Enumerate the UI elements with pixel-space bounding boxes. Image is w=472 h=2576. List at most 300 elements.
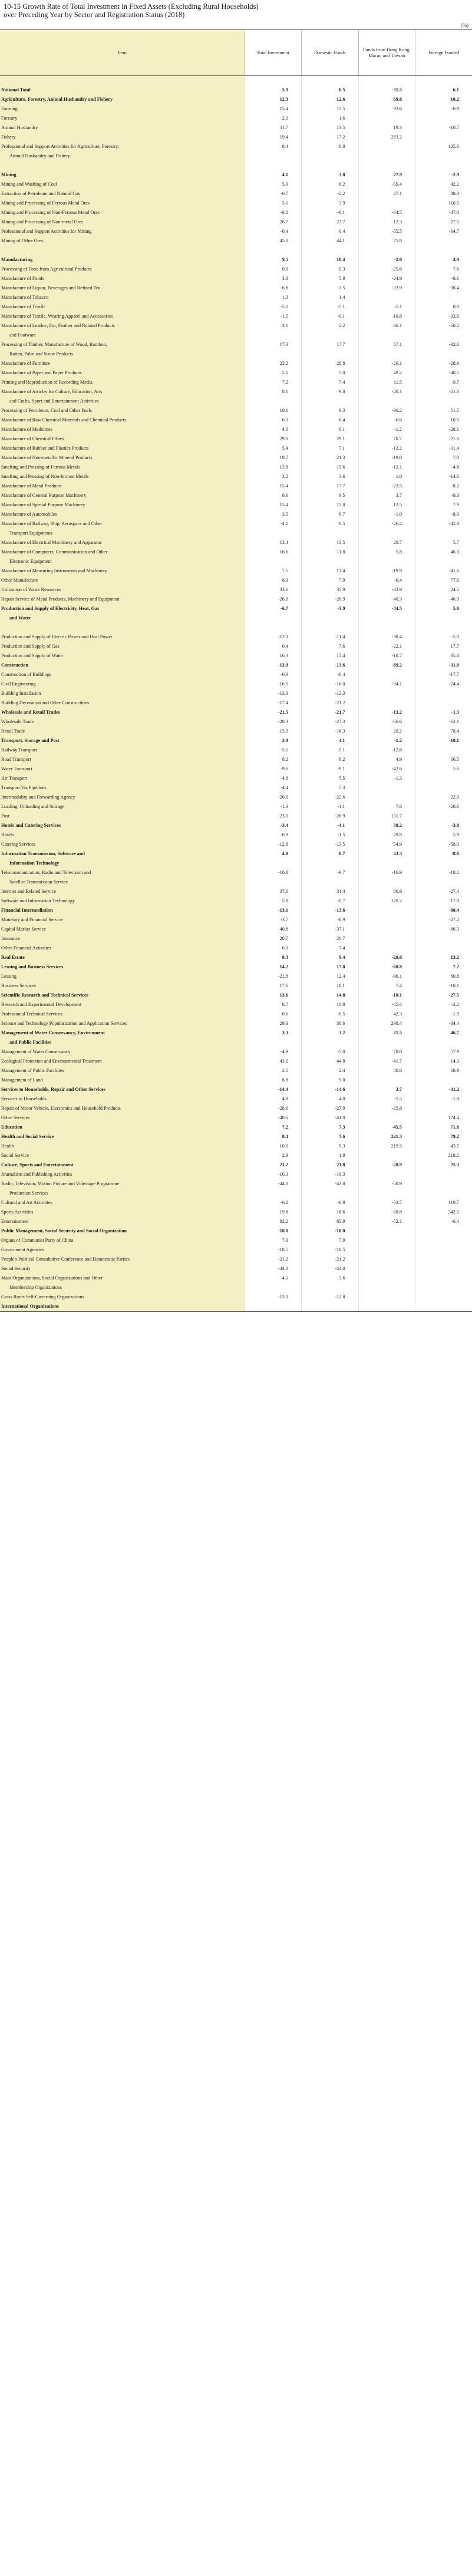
- cell-domestic-funds: [302, 161, 359, 170]
- cell-foreign-funded: 57.9: [415, 1047, 472, 1057]
- cell-total-investment: -13.0: [245, 1292, 302, 1302]
- cell-foreign-funded: [415, 114, 472, 123]
- row-label: Membership Organizations: [0, 1283, 245, 1292]
- cell-total-investment: 29.3: [245, 1019, 302, 1028]
- cell-domestic-funds: 18.6: [302, 1208, 359, 1217]
- cell-foreign-funded: 7.2: [415, 962, 472, 972]
- cell-foreign-funded: -38.4: [415, 283, 472, 293]
- cell-domestic-funds: 1.9: [302, 1151, 359, 1160]
- cell-domestic-funds: [302, 397, 359, 406]
- cell-total-investment: 8.7: [245, 1000, 302, 1010]
- cell-domestic-funds: 7.6: [302, 642, 359, 651]
- cell-total-investment: -14.4: [245, 1085, 302, 1094]
- row-label: Retail Trade: [0, 727, 245, 736]
- cell-total-investment: -12.8: [245, 840, 302, 849]
- cell-hk-macao-taiwan-funds: [358, 161, 415, 170]
- row-label: and Crafts, Sport and Entertainment Activities: [0, 397, 245, 406]
- cell-foreign-funded: [415, 331, 472, 340]
- table-row: [0, 642, 472, 651]
- row-label: Manufacture of Foods: [0, 274, 245, 283]
- cell-domestic-funds: 17.7: [302, 340, 359, 349]
- row-label: Air Transport: [0, 774, 245, 783]
- cell-total-investment: [245, 349, 302, 359]
- cell-hk-macao-taiwan-funds: [358, 1170, 415, 1179]
- cell-total-investment: 19.7: [245, 453, 302, 463]
- table-row: [0, 500, 472, 510]
- cell-total-investment: 8.6: [245, 491, 302, 500]
- row-label: Manufacture of Rubber and Plastics Products: [0, 444, 245, 453]
- table-row: [0, 397, 472, 406]
- table-row: [0, 1160, 472, 1170]
- cell-domestic-funds: 3.2: [302, 1028, 359, 1038]
- cell-domestic-funds: 20.7: [302, 934, 359, 944]
- cell-hk-macao-taiwan-funds: [358, 1151, 415, 1160]
- cell-foreign-funded: [415, 1170, 472, 1179]
- table-row: [0, 217, 472, 227]
- table-row: [0, 1028, 472, 1038]
- cell-hk-macao-taiwan-funds: -25.8: [358, 1104, 415, 1113]
- cell-domestic-funds: [302, 349, 359, 359]
- table-row: [0, 104, 472, 114]
- cell-total-investment: 3.2: [245, 472, 302, 481]
- cell-hk-macao-taiwan-funds: [358, 1264, 415, 1274]
- table-row: [0, 1066, 472, 1076]
- cell-total-investment: -21.2: [245, 1255, 302, 1264]
- cell-domestic-funds: 14.8: [302, 991, 359, 1000]
- table-row: [0, 764, 472, 774]
- row-label: Transport, Storage and Post: [0, 736, 245, 746]
- cell-hk-macao-taiwan-funds: -13.1: [358, 463, 415, 472]
- cell-total-investment: 8.4: [245, 1132, 302, 1142]
- cell-hk-macao-taiwan-funds: [358, 1283, 415, 1292]
- cell-foreign-funded: [415, 1226, 472, 1236]
- cell-total-investment: 20.7: [245, 934, 302, 944]
- cell-total-investment: 6.0: [245, 944, 302, 953]
- table-row: [0, 378, 472, 387]
- table-row: [0, 878, 472, 887]
- row-label: Construction: [0, 661, 245, 670]
- table-row: [0, 944, 472, 953]
- cell-hk-macao-taiwan-funds: -10.8: [358, 312, 415, 321]
- table-row: [0, 1217, 472, 1226]
- table-row: [0, 915, 472, 925]
- table-row: [0, 349, 472, 359]
- cell-hk-macao-taiwan-funds: 66.1: [358, 321, 415, 331]
- row-label: Other Manufacture: [0, 576, 245, 585]
- cell-foreign-funded: 4.9: [415, 255, 472, 265]
- table-row: [0, 510, 472, 519]
- cell-foreign-funded: [415, 1255, 472, 1264]
- cell-foreign-funded: 71.8: [415, 1123, 472, 1132]
- table-row: [0, 1113, 472, 1123]
- table-row: [0, 868, 472, 878]
- cell-hk-macao-taiwan-funds: -45.4: [358, 1000, 415, 1010]
- cell-hk-macao-taiwan-funds: [358, 925, 415, 934]
- row-label: Mining of Other Ores: [0, 236, 245, 246]
- cell-domestic-funds: 6.5: [302, 85, 359, 95]
- cell-hk-macao-taiwan-funds: 40.6: [358, 1066, 415, 1076]
- table-row: [0, 227, 472, 236]
- row-label: Services to Households, Repair and Other Services: [0, 1085, 245, 1094]
- cell-total-investment: -6.2: [245, 1198, 302, 1208]
- cell-total-investment: 1.3: [245, 293, 302, 302]
- table-title: [0, 0, 472, 21]
- table-row: [0, 161, 472, 170]
- cell-total-investment: 5.9: [245, 180, 302, 189]
- cell-domestic-funds: 9.3: [302, 1142, 359, 1151]
- cell-foreign-funded: 7.6: [415, 265, 472, 274]
- cell-total-investment: 6.0: [245, 415, 302, 425]
- cell-foreign-funded: 342.5: [415, 1208, 472, 1217]
- cell-foreign-funded: -2.2: [415, 1000, 472, 1010]
- cell-total-investment: [245, 878, 302, 887]
- cell-domestic-funds: -0.4: [302, 670, 359, 680]
- cell-total-investment: [245, 1302, 302, 1312]
- cell-hk-macao-taiwan-funds: -52.1: [358, 1217, 415, 1226]
- cell-domestic-funds: -8.9: [302, 915, 359, 925]
- cell-hk-macao-taiwan-funds: -26.1: [358, 359, 415, 368]
- cell-hk-macao-taiwan-funds: -6.6: [358, 415, 415, 425]
- header-domestic-funds: Domestic Funds: [302, 30, 359, 76]
- cell-hk-macao-taiwan-funds: -6.4: [358, 576, 415, 585]
- header-item: Item: [0, 30, 245, 76]
- cell-foreign-funded: [415, 623, 472, 632]
- cell-hk-macao-taiwan-funds: 86.9: [358, 887, 415, 896]
- table-row: [0, 1208, 472, 1217]
- cell-foreign-funded: [415, 133, 472, 142]
- cell-foreign-funded: -45.8: [415, 519, 472, 529]
- cell-hk-macao-taiwan-funds: [358, 246, 415, 255]
- cell-hk-macao-taiwan-funds: [358, 1274, 415, 1283]
- cell-hk-macao-taiwan-funds: -96.1: [358, 972, 415, 981]
- cell-foreign-funded: -1.8: [415, 1094, 472, 1104]
- cell-domestic-funds: -21.2: [302, 1255, 359, 1264]
- cell-hk-macao-taiwan-funds: -33.9: [358, 283, 415, 293]
- cell-total-investment: -3.4: [245, 821, 302, 830]
- cell-domestic-funds: [302, 878, 359, 887]
- cell-foreign-funded: 51.5: [415, 406, 472, 415]
- cell-total-investment: -13.9: [245, 661, 302, 670]
- cell-total-investment: 2.5: [245, 1066, 302, 1076]
- table-row: [0, 519, 472, 529]
- row-label: Civil Engineering: [0, 680, 245, 689]
- cell-domestic-funds: 12.6: [302, 95, 359, 104]
- cell-foreign-funded: -17.7: [415, 670, 472, 680]
- cell-total-investment: 16.6: [245, 547, 302, 557]
- table-row: [0, 1226, 472, 1236]
- row-label: Road Transport: [0, 755, 245, 764]
- cell-total-investment: 19.8: [245, 1208, 302, 1217]
- cell-foreign-funded: [415, 1264, 472, 1274]
- cell-domestic-funds: 6.7: [302, 510, 359, 519]
- cell-total-investment: -9.6: [245, 764, 302, 774]
- row-label: Radio, Television, Motion Picture and Videotape Programme: [0, 1179, 245, 1189]
- cell-foreign-funded: 0.0: [415, 302, 472, 312]
- cell-total-investment: -5.1: [245, 302, 302, 312]
- row-label: Culture, Sports and Entertainment: [0, 1160, 245, 1170]
- row-label: Manufacture of Metal Products: [0, 481, 245, 491]
- cell-domestic-funds: -5.0: [302, 1047, 359, 1057]
- table-row: [0, 1010, 472, 1019]
- cell-total-investment: [245, 1283, 302, 1292]
- header-total-investment: Total Investment: [245, 30, 302, 76]
- cell-hk-macao-taiwan-funds: -26.4: [358, 519, 415, 529]
- cell-foreign-funded: [415, 557, 472, 566]
- cell-total-investment: [245, 76, 302, 86]
- cell-total-investment: 21.2: [245, 1160, 302, 1170]
- cell-domestic-funds: 9.4: [302, 953, 359, 962]
- cell-total-investment: 17.6: [245, 981, 302, 991]
- cell-foreign-funded: [415, 1104, 472, 1113]
- table-row: [0, 661, 472, 670]
- cell-foreign-funded: [415, 1292, 472, 1302]
- row-label: Production and Supply of Electricity, Heat, Gas: [0, 604, 245, 614]
- cell-foreign-funded: 17.0: [415, 896, 472, 906]
- cell-hk-macao-taiwan-funds: 57.1: [358, 340, 415, 349]
- cell-domestic-funds: -6.9: [302, 1198, 359, 1208]
- table-row: [0, 1245, 472, 1255]
- cell-hk-macao-taiwan-funds: 21.5: [358, 1028, 415, 1038]
- cell-domestic-funds: [302, 246, 359, 255]
- cell-hk-macao-taiwan-funds: -45.5: [358, 1123, 415, 1132]
- row-label: Animal Husbandry and Fishery: [0, 151, 245, 161]
- table-row: [0, 1047, 472, 1057]
- row-label: Agriculture, Forestry, Animal Husbandry and Fishery: [0, 95, 245, 104]
- cell-hk-macao-taiwan-funds: -22.1: [358, 642, 415, 651]
- row-label: Organs of Communist Party of China: [0, 1236, 245, 1245]
- table-row: [0, 962, 472, 972]
- row-label: Utilization of Waste Resources: [0, 585, 245, 595]
- cell-domestic-funds: 18.1: [302, 981, 359, 991]
- cell-domestic-funds: [302, 557, 359, 566]
- cell-foreign-funded: [415, 934, 472, 944]
- cell-domestic-funds: 11.8: [302, 547, 359, 557]
- table-row: [0, 981, 472, 991]
- row-label: Public Management, Social Security and Social Organization: [0, 1226, 245, 1236]
- cell-hk-macao-taiwan-funds: -13.2: [358, 444, 415, 453]
- cell-foreign-funded: -21.6: [415, 434, 472, 444]
- row-label: Manufacture of Non-metallic Mineral Products: [0, 453, 245, 463]
- cell-total-investment: -0.7: [245, 189, 302, 199]
- cell-hk-macao-taiwan-funds: [358, 614, 415, 623]
- cell-total-investment: 8.1: [245, 387, 302, 397]
- table-row: [0, 312, 472, 321]
- cell-total-investment: -10.8: [245, 868, 302, 878]
- row-label: Repair of Motor Vehicle, Electronics and Household Products: [0, 1104, 245, 1113]
- cell-hk-macao-taiwan-funds: -13.2: [358, 708, 415, 717]
- table-row: [0, 595, 472, 604]
- cell-domestic-funds: 3.6: [302, 472, 359, 481]
- row-label: Catering Services: [0, 840, 245, 849]
- cell-domestic-funds: 8.8: [302, 142, 359, 151]
- cell-total-investment: -1.5: [245, 312, 302, 321]
- row-label: Manufacture of Liquor, Beverages and Refined Tea: [0, 283, 245, 293]
- cell-total-investment: -0.4: [245, 227, 302, 236]
- table-row: [0, 434, 472, 444]
- cell-foreign-funded: 66.5: [415, 755, 472, 764]
- cell-total-investment: -28.3: [245, 717, 302, 727]
- cell-total-investment: 45.0: [245, 236, 302, 246]
- cell-total-investment: 3.5: [245, 510, 302, 519]
- row-label: Building Decoration and Other Constructions: [0, 698, 245, 708]
- cell-foreign-funded: -32.6: [415, 340, 472, 349]
- cell-foreign-funded: [415, 1076, 472, 1085]
- row-label: Business Services: [0, 981, 245, 991]
- row-label: Internet and Related Service: [0, 887, 245, 896]
- table-row: [0, 95, 472, 104]
- cell-hk-macao-taiwan-funds: 75.8: [358, 236, 415, 246]
- cell-total-investment: -4.9: [245, 1047, 302, 1057]
- cell-domestic-funds: 35.9: [302, 585, 359, 595]
- row-label: Manufacture of Leather, Fur, Feather and Related Products: [0, 321, 245, 331]
- table-row: [0, 406, 472, 415]
- row-label: People's Political Consultative Conference and Democratic Parties: [0, 1255, 245, 1264]
- cell-hk-macao-taiwan-funds: 3.7: [358, 491, 415, 500]
- cell-hk-macao-taiwan-funds: [358, 1236, 415, 1245]
- row-label: Manufacture of Chemical Fibres: [0, 434, 245, 444]
- cell-domestic-funds: 31.4: [302, 887, 359, 896]
- cell-domestic-funds: [302, 151, 359, 161]
- cell-domestic-funds: 15.4: [302, 651, 359, 661]
- row-label: Manufacture of Paper and Paper Products: [0, 368, 245, 378]
- row-label: Insurance: [0, 934, 245, 944]
- cell-foreign-funded: 218.2: [415, 1151, 472, 1160]
- row-label: Production Services: [0, 1189, 245, 1198]
- cell-domestic-funds: 4.1: [302, 736, 359, 746]
- row-label: Professional and Support Activities for Mining: [0, 227, 245, 236]
- row-label: Information Technology: [0, 859, 245, 868]
- cell-hk-macao-taiwan-funds: [358, 529, 415, 538]
- cell-hk-macao-taiwan-funds: -36.2: [358, 406, 415, 415]
- table-row: [0, 651, 472, 661]
- row-label: Farming: [0, 104, 245, 114]
- cell-total-investment: [245, 623, 302, 632]
- table-row: [0, 736, 472, 746]
- cell-hk-macao-taiwan-funds: 283.2: [358, 133, 415, 142]
- table-row: [0, 444, 472, 453]
- row-label: Management of Land: [0, 1076, 245, 1085]
- cell-hk-macao-taiwan-funds: [358, 623, 415, 632]
- cell-domestic-funds: 9.8: [302, 387, 359, 397]
- row-label: and Public Facilities: [0, 1038, 245, 1047]
- cell-total-investment: -21.8: [245, 972, 302, 981]
- cell-foreign-funded: [415, 1274, 472, 1283]
- table-row: [0, 1302, 472, 1312]
- cell-foreign-funded: -84.4: [415, 1019, 472, 1028]
- cell-foreign-funded: -21.0: [415, 387, 472, 397]
- cell-domestic-funds: 17.7: [302, 481, 359, 491]
- cell-domestic-funds: 6.1: [302, 425, 359, 434]
- cell-foreign-funded: 13.2: [415, 953, 472, 962]
- table-row: [0, 123, 472, 133]
- cell-foreign-funded: 17.7: [415, 642, 472, 651]
- table-row: [0, 1255, 472, 1264]
- cell-hk-macao-taiwan-funds: [358, 1302, 415, 1312]
- cell-hk-macao-taiwan-funds: [358, 793, 415, 802]
- cell-total-investment: 13.8: [245, 463, 302, 472]
- row-label: Grass Roots Self-Governing Organizations: [0, 1292, 245, 1302]
- cell-foreign-funded: -40.5: [415, 368, 472, 378]
- cell-domestic-funds: 26.8: [302, 359, 359, 368]
- cell-total-investment: 15.4: [245, 481, 302, 491]
- cell-total-investment: -26.9: [245, 595, 302, 604]
- cell-domestic-funds: 0.3: [302, 265, 359, 274]
- cell-domestic-funds: -3.5: [302, 283, 359, 293]
- cell-foreign-funded: -9.3: [415, 491, 472, 500]
- cell-total-investment: -12.3: [245, 632, 302, 642]
- row-label: Manufacture of Tobacco: [0, 293, 245, 302]
- table-row: [0, 623, 472, 632]
- table-row: [0, 632, 472, 642]
- row-label: [0, 623, 245, 632]
- cell-hk-macao-taiwan-funds: 4.9: [358, 755, 415, 764]
- cell-total-investment: 7.5: [245, 566, 302, 576]
- cell-hk-macao-taiwan-funds: 49.2: [358, 368, 415, 378]
- cell-domestic-funds: 13.5: [302, 123, 359, 133]
- cell-hk-macao-taiwan-funds: 47.1: [358, 189, 415, 199]
- cell-total-investment: 37.6: [245, 887, 302, 896]
- cell-foreign-funded: -5.0: [415, 632, 472, 642]
- cell-hk-macao-taiwan-funds: [358, 1255, 415, 1264]
- row-label: Manufacture of Textile: [0, 302, 245, 312]
- cell-hk-macao-taiwan-funds: [358, 670, 415, 680]
- table-row: [0, 199, 472, 208]
- cell-foreign-funded: [415, 246, 472, 255]
- cell-domestic-funds: -11.4: [302, 632, 359, 642]
- cell-total-investment: -40.6: [245, 1113, 302, 1123]
- row-label: Ecological Protection and Environmental Treatment: [0, 1057, 245, 1066]
- row-label: [0, 246, 245, 255]
- row-label: Telecommunication, Radio and Television and: [0, 868, 245, 878]
- cell-total-investment: 12.3: [245, 95, 302, 104]
- cell-foreign-funded: -62.1: [415, 717, 472, 727]
- cell-total-investment: -10.3: [245, 1170, 302, 1179]
- cell-foreign-funded: -74.4: [415, 680, 472, 689]
- cell-total-investment: 2.9: [245, 1151, 302, 1160]
- cell-hk-macao-taiwan-funds: -43.9: [358, 585, 415, 595]
- cell-foreign-funded: -58.0: [415, 840, 472, 849]
- row-label: Rattan, Palm and Straw Products: [0, 349, 245, 359]
- cell-domestic-funds: [302, 623, 359, 632]
- cell-total-investment: 19.4: [245, 133, 302, 142]
- table-header-row: [0, 30, 472, 76]
- cell-hk-macao-taiwan-funds: [358, 76, 415, 86]
- row-label: Leasing and Business Services: [0, 962, 245, 972]
- cell-foreign-funded: -27.4: [415, 887, 472, 896]
- cell-total-investment: 7.2: [245, 378, 302, 387]
- row-label: Leasing: [0, 972, 245, 981]
- cell-domestic-funds: 13.4: [302, 566, 359, 576]
- row-label: Professional and Support Activities for Agriculture, Forestry,: [0, 142, 245, 151]
- row-label: Manufacture of Articles for Culture, Education, Arts: [0, 387, 245, 397]
- cell-hk-macao-taiwan-funds: [358, 349, 415, 359]
- row-label: Printing and Reproduction of Recording Media: [0, 378, 245, 387]
- cell-hk-macao-taiwan-funds: 5.8: [358, 547, 415, 557]
- cell-domestic-funds: -10.3: [302, 1170, 359, 1179]
- cell-domestic-funds: -5.9: [302, 604, 359, 614]
- table-row: [0, 557, 472, 566]
- cell-domestic-funds: 4.0: [302, 1094, 359, 1104]
- cell-hk-macao-taiwan-funds: -10.7: [358, 651, 415, 661]
- table-row: [0, 265, 472, 274]
- row-label: Manufacture of General Purpose Machinery: [0, 491, 245, 500]
- cell-total-investment: -13.1: [245, 906, 302, 915]
- cell-foreign-funded: 35.8: [415, 651, 472, 661]
- row-label: Management of Water Conservancy: [0, 1047, 245, 1057]
- row-label: Manufacture of Railway, Ship, Aerospace and Other: [0, 519, 245, 529]
- cell-foreign-funded: -8.2: [415, 481, 472, 491]
- cell-hk-macao-taiwan-funds: -34.5: [358, 604, 415, 614]
